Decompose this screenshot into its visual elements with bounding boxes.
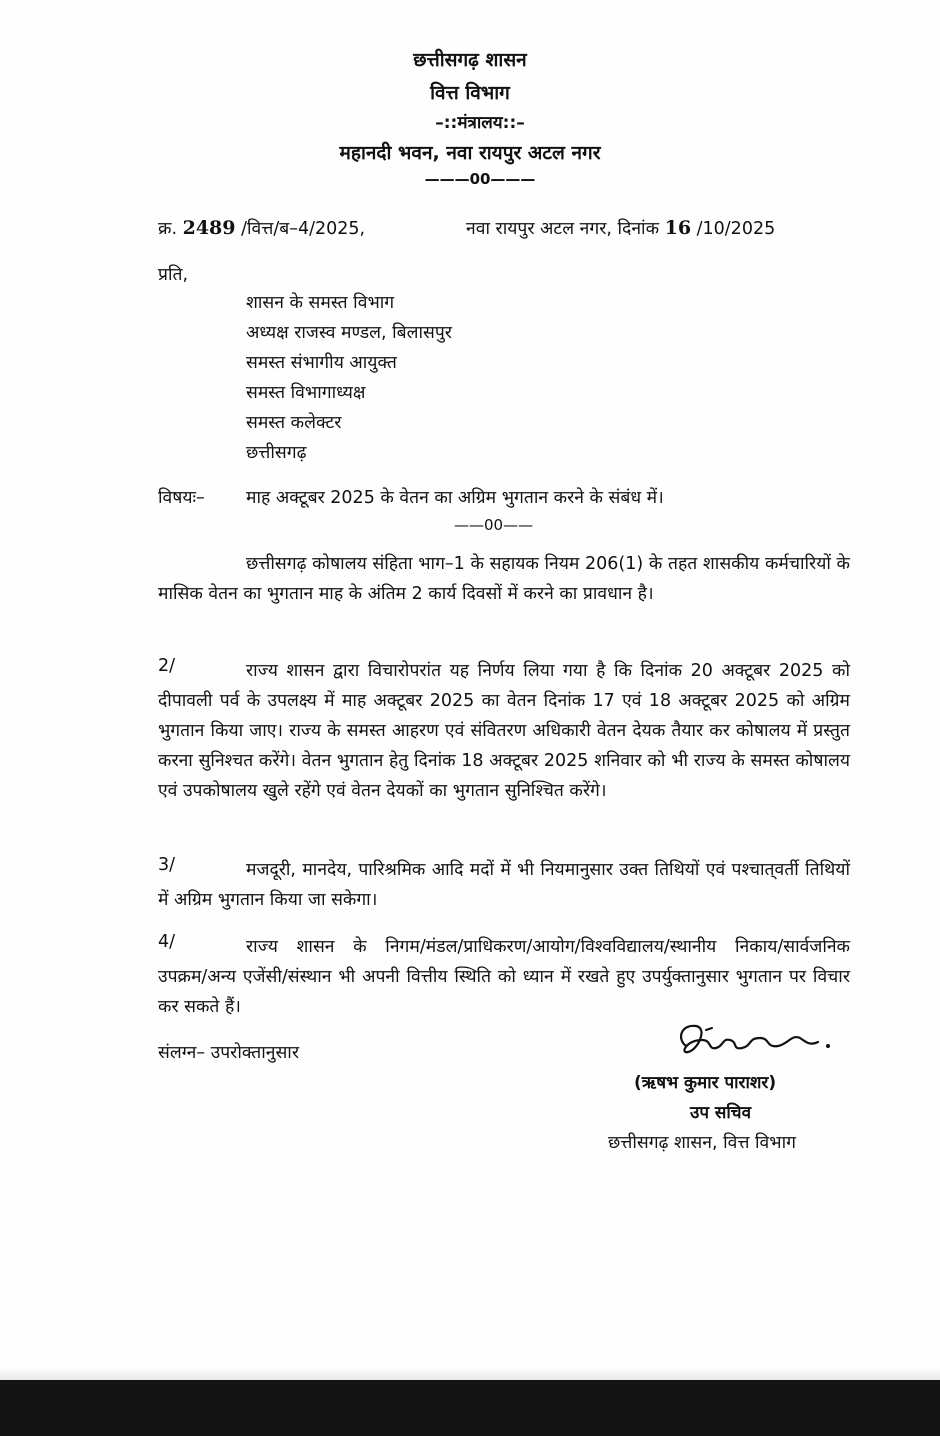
paragraph-2-number: 2/	[158, 656, 176, 676]
signatory-designation: उप सचिव	[690, 1103, 752, 1123]
recipient-item: छत्तीसगढ़	[246, 443, 307, 463]
paragraph-3-number: 3/	[158, 855, 176, 875]
reference-handwritten-number: 2489	[182, 217, 236, 239]
recipient-item: अध्यक्ष राजस्व मण्डल, बिलासपुर	[246, 323, 452, 343]
paragraph-2: राज्य शासन द्वारा विचारोपरांत यह निर्णय लिया गया है कि दिनांक 20 अक्टूबर 2025 को दीपावली पर्व के उपलक्ष्य में माह अक्टूबर 2025 का वेतन दिनांक 17 एवं 18 अक्टूबर 2025 को अग्रिम भुगतान किया जाए। राज्य के समस्त आहरण एवं संवितरण अधिकारी वेतन देयक तैयार कर कोषालय में प्रस्तुत करना सुनिश्चत करेंगे। वेतन भुगतान हेतु दिनांक 18 अक्टूबर 2025 शनिवार को भी राज्य के समस्त कोषालय एवं उपकोषालय खुले रहेंगे एवं वेतन देयकों का भुगतान सुनिश्चित करेंगे।	[158, 661, 850, 801]
paragraph-3: मजदूरी, मानदेय, पारिश्रमिक आदि मदों में भी नियमानुसार उक्त तिथियों एवं पश्चात्‌वर्ती तिथियों में अग्रिम भुगतान किया जा सकेगा।	[158, 860, 850, 910]
signatory-office: छत्तीसगढ़ शासन, वित्त विभाग	[608, 1133, 796, 1153]
subject-label: विषयः–	[158, 488, 205, 508]
header-ministry: –::मंत्रालय::–	[435, 113, 525, 133]
date-month-year: /10/2025	[696, 219, 776, 239]
place-date-label: नवा रायपुर अटल नगर, दिनांक	[466, 219, 660, 239]
paragraph-1: छत्तीसगढ़ कोषालय संहिता भाग–1 के सहायक नियम 206(1) के तहत शासकीय कर्मचारियों के मासिक वेतन का भुगतान माह के अंतिम 2 कार्य दिवसों में करने का प्रावधान है।	[158, 554, 850, 604]
header-address: महानदी भवन, नवा रायपुर अटल नगर	[339, 142, 601, 164]
paragraph-4-number: 4/	[158, 932, 176, 952]
reference-suffix: /वित्त/ब–4/2025,	[241, 219, 366, 239]
reference-prefix: क्र.	[158, 219, 178, 239]
place-date	[466, 216, 775, 240]
header-divider: ———00———	[424, 170, 536, 188]
enclosure-note: संलग्न– उपरोक्तानुसार	[158, 1043, 299, 1063]
viewer-bottom-bar	[0, 1380, 940, 1436]
subject-divider: ——00——	[454, 516, 534, 534]
recipient-item: समस्त विभागाध्यक्ष	[246, 383, 366, 403]
signatory-name: (ऋषभ कुमार पाराशर)	[634, 1073, 777, 1093]
page-bottom-edge	[0, 1368, 940, 1380]
header-department: वित्त विभाग	[430, 82, 510, 104]
signature-scribble	[668, 1016, 838, 1066]
subject-text: माह अक्टूबर 2025 के वेतन का अग्रिम भुगतान करने के संबंध में।	[246, 488, 664, 508]
date-day-handwritten: 16	[664, 217, 692, 239]
header-government: छत्तीसगढ़ शासन	[413, 49, 527, 71]
paragraph-4: राज्य शासन के निगम/मंडल/प्राधिकरण/आयोग/विश्वविद्यालय/स्थानीय निकाय/सार्वजनिक उपक्रम/अन्य एजेंसी/संस्थान भी अपनी वित्तीय स्थिति को ध्यान में रखते हुए उपर्युक्तानुसार भुगतान पर विचार कर सकते हैं।	[158, 937, 850, 1017]
reference-number	[158, 216, 365, 240]
recipient-item: समस्त कलेक्टर	[246, 413, 342, 433]
recipient-item: शासन के समस्त विभाग	[246, 293, 395, 313]
recipients-label: प्रति,	[158, 265, 189, 285]
recipient-item: समस्त संभागीय आयुक्त	[246, 353, 397, 373]
